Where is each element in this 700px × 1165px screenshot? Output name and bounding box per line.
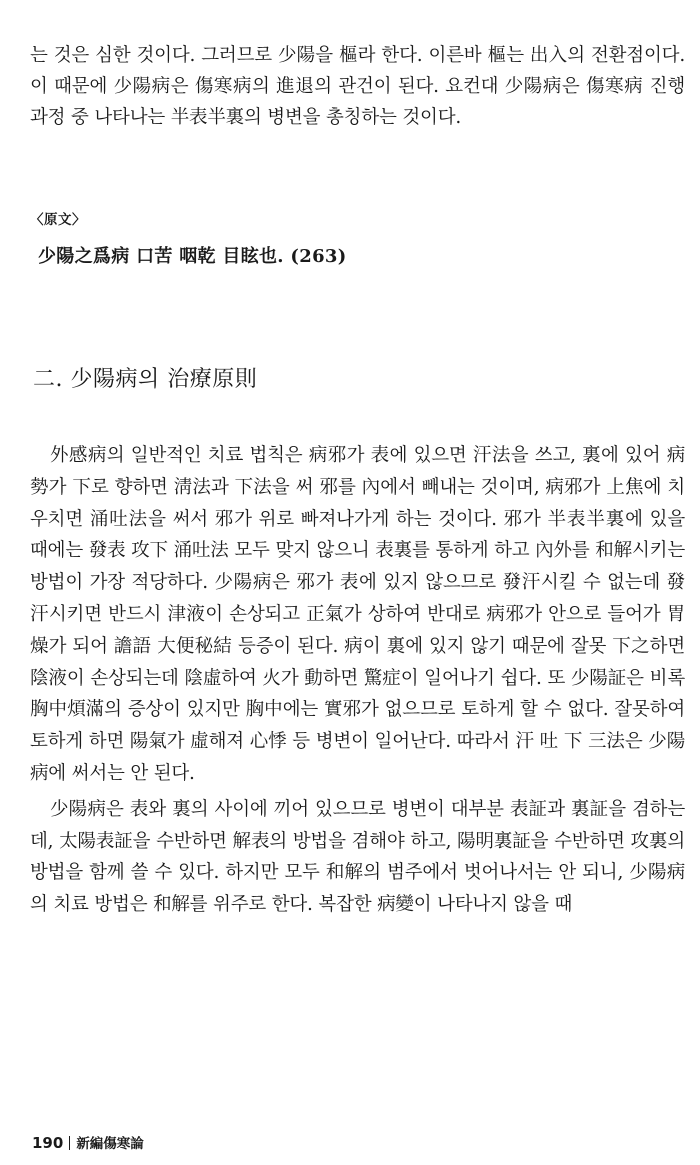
source-text: 少陽之爲病 口苦 咽乾 目眩也. (263) <box>38 246 347 267</box>
intro-text: 는 것은 심한 것이다. 그러므로 少陽을 樞라 한다. 이른바 樞는 出入의 전환점이다. 이 때문에 少陽病은 傷寒病의 進退의 관건이 된다. 요컨대 少陽病은 傷寒病 진행 과정 중 나타나는 半表半裏의 병변을 총칭하는 것이다. <box>30 45 685 128</box>
page-footer <box>32 1132 144 1152</box>
body-text <box>30 440 685 921</box>
body-paragraph: 外感病의 일반적인 치료 법칙은 病邪가 表에 있으면 汗法을 쓰고, 裏에 있어 病勢가 下로 향하면 淸法과 下法을 써 邪를 內에서 빼내는 것이며, 病邪가 上焦에 치우치면 涌吐法을 써서 邪가 위로 빠져나가게 하는 것이다. 邪가 半表半裏에 있을 때에는 發表 攻下 涌吐法 모두 맞지 않으니 表裏를 통하게 하고 內外를 和解시키는 방법이 가장 적당하다. 少陽病은 邪가 表에 있지 않으므로 發汗시킬 수 없는데 發汗시키면 반드시 津液이 손상되고 正氣가 상하여 반대로 病邪가 안으로 들어가 胃燥가 되어 譫語 大便秘結 등증이 된다. 病이 裏에 있지 않기 때문에 잘못 下之하면 陰液이 손상되는데 陰虛하여 火가 動하면 驚症이 일어나기 쉽다. 또 少陽証은 비록 胸中煩滿의 증상이 있지만 胸中에는 實邪가 없으므로 토하게 할 수 없다. 잘못하여 토하게 하면 陽氣가 虛해져 心悸 등 병변이 일어난다. 따라서 汗 吐 下 三法은 少陽病에 써서는 안 된다. <box>30 445 686 784</box>
intro-paragraph <box>30 40 685 133</box>
body-paragraph: 少陽病은 表와 裏의 사이에 끼어 있으므로 병변이 대부분 表証과 裏証을 겸하는데, 太陽表証을 수반하면 解表의 방법을 겸해야 하고, 陽明裏証을 수반하면 攻裏의 방법을 함께 쓸 수 있다. 하지만 모두 和解의 범주에서 벗어나서는 안 되니, 少陽病의 치료 방법은 和解를 위주로 한다. 복잡한 病變이 나타나지 않을 때 <box>30 798 685 916</box>
footer-divider <box>69 1136 70 1150</box>
page-number: 190 <box>32 1134 64 1152</box>
book-title: 新編傷寒論 <box>76 1136 144 1152</box>
section-heading: 二. 少陽病의 治療原則 <box>33 367 258 392</box>
source-label: 〈原文〉 <box>30 212 86 228</box>
